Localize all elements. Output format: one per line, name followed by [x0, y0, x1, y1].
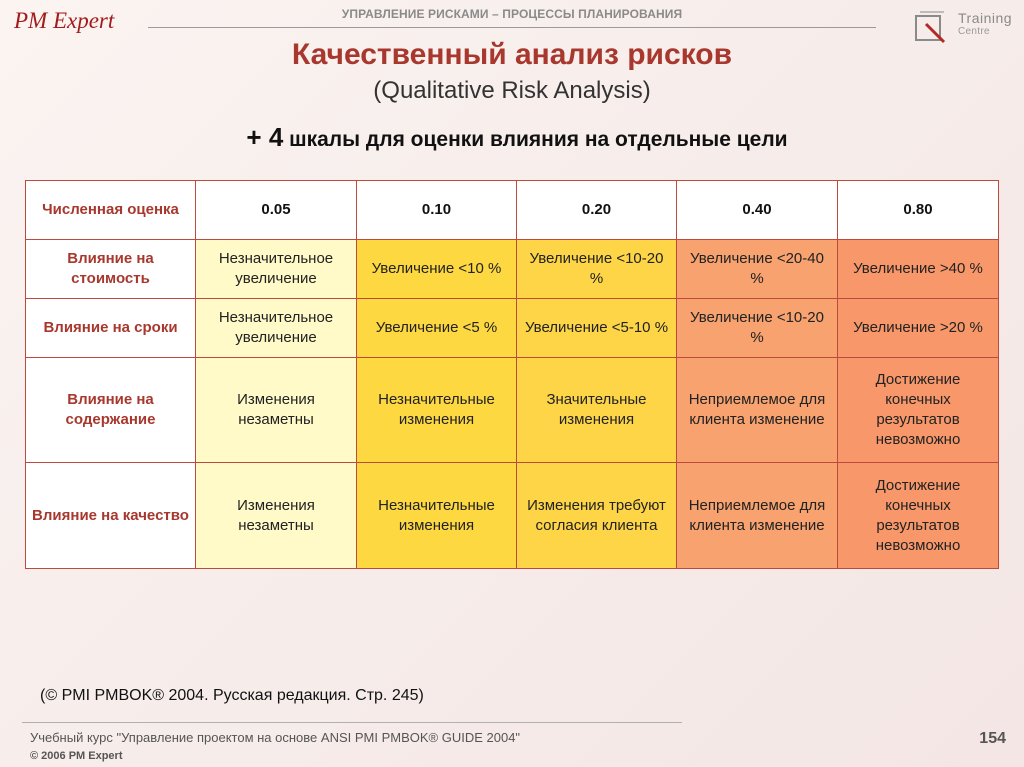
table-cell: Незначительное увеличение: [196, 299, 357, 358]
table-cell: Изменения требуют согласия клиента: [517, 463, 677, 569]
score-value: 0.05: [196, 181, 357, 240]
table-cell: Значительные изменения: [517, 358, 677, 463]
table-cell: Увеличение <10-20 %: [677, 299, 838, 358]
table-cell: Достижение конечных результатов невозможно: [838, 358, 999, 463]
table-row-cost: [26, 240, 999, 299]
table-cell: Достижение конечных результатов невозможно: [838, 463, 999, 569]
impact-scales-table: [25, 180, 999, 569]
header-divider: [148, 27, 876, 28]
row-header-quality: Влияние на качество: [26, 463, 196, 569]
score-value: 0.80: [838, 181, 999, 240]
score-value: 0.10: [357, 181, 517, 240]
score-value: 0.40: [677, 181, 838, 240]
table-cell: Незначительные изменения: [357, 358, 517, 463]
table-cell: Изменения незаметны: [196, 463, 357, 569]
table-cell: Изменения незаметны: [196, 358, 357, 463]
table-cell: Неприемлемое для клиента изменение: [677, 358, 838, 463]
table-row-schedule: [26, 299, 999, 358]
page-number: 154: [979, 730, 1006, 747]
table-cell: Увеличение <5 %: [357, 299, 517, 358]
row-header-cost: Влияние на стоимость: [26, 240, 196, 299]
table-row-quality: [26, 463, 999, 569]
course-name: Учебный курс "Управление проектом на основе ANSI PMI PMBOK® GUIDE 2004": [30, 730, 521, 745]
centre-label: Centre: [958, 26, 990, 37]
row-header-schedule: Влияние на сроки: [26, 299, 196, 358]
slide-title: Качественный анализ рисков: [291, 38, 733, 71]
table-heading: [0, 122, 1024, 153]
pm-expert-logo: PM Expert: [14, 8, 115, 33]
row-header-numeric-score: Численная оценка: [26, 181, 196, 240]
table-cell: Увеличение <10 %: [357, 240, 517, 299]
table-row-scope: [26, 358, 999, 463]
table-cell: Незначительное увеличение: [196, 240, 357, 299]
source-citation: (© PMI PMBOK® 2004. Русская редакция. Стр. 245): [40, 687, 424, 704]
row-header-scope: Влияние на содержание: [26, 358, 196, 463]
copyright-notice: © 2006 PM Expert: [30, 750, 123, 762]
table-cell: Увеличение <20-40 %: [677, 240, 838, 299]
training-label: Training: [958, 10, 1013, 26]
score-value: 0.20: [517, 181, 677, 240]
table-cell: Незначительные изменения: [357, 463, 517, 569]
heading-text: шкалы для оценки влияния на отдельные цели: [283, 128, 788, 151]
slide-subtitle: (Qualitative Risk Analysis): [373, 77, 651, 104]
table-header-row: [26, 181, 999, 240]
table-cell: Увеличение >40 %: [838, 240, 999, 299]
section-topic: УПРАВЛЕНИЕ РИСКАМИ – ПРОЦЕССЫ ПЛАНИРОВАНИЯ: [341, 7, 683, 21]
heading-number: + 4: [246, 122, 284, 152]
table-cell: Неприемлемое для клиента изменение: [677, 463, 838, 569]
table-cell: Увеличение <5-10 %: [517, 299, 677, 358]
table-cell: Увеличение >20 %: [838, 299, 999, 358]
table-cell: Увеличение <10-20 %: [517, 240, 677, 299]
footer-divider: [22, 722, 682, 723]
